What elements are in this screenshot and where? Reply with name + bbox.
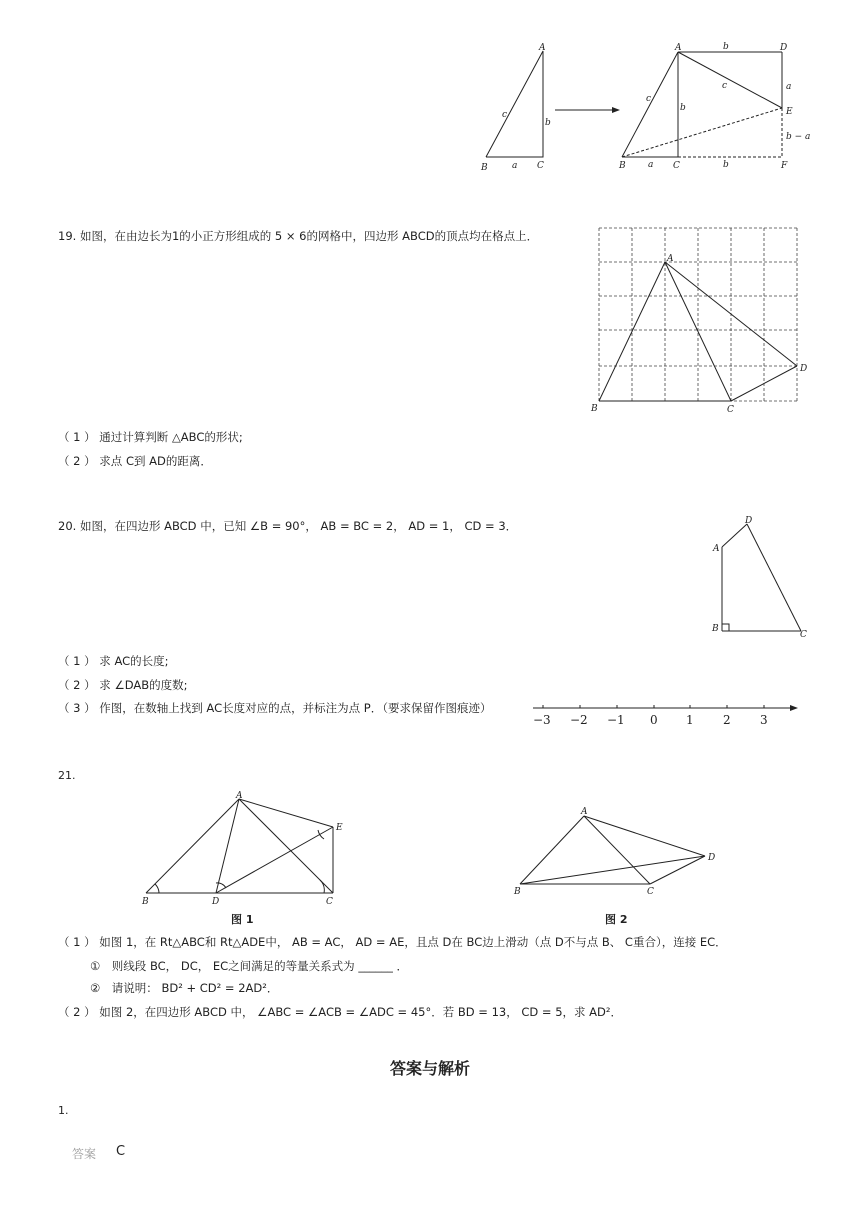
label-C: C bbox=[647, 887, 654, 897]
label-b: b bbox=[545, 118, 551, 128]
q19-part1: （ 1 ） 通过计算判断 △ABC的形状; bbox=[58, 430, 243, 444]
label-c: c bbox=[722, 81, 728, 91]
q21-part2: （ 2 ） 如图 2，在四边形 ABCD 中， ∠ABC = ∠ACB = ∠ADC = 45°．若 BD = 13， CD = 5，求 AD²． bbox=[58, 1005, 623, 1019]
q20-part2: （ 2 ） 求 ∠DAB的度数; bbox=[58, 678, 188, 692]
label-B: B bbox=[514, 887, 521, 897]
label-F: F bbox=[781, 161, 788, 171]
q20-part3: （ 3 ） 作图，在数轴上找到 AC长度对应的点，并标注为点 P．（要求保留作图痕迹） bbox=[58, 701, 492, 715]
label-A: A bbox=[675, 43, 682, 53]
tick-label: 2 bbox=[723, 713, 731, 727]
label-b: b bbox=[723, 42, 729, 52]
fig1-caption: 图 1 bbox=[231, 913, 254, 926]
q21-sub2: ② 请说明： BD² + CD² = 2AD²． bbox=[90, 981, 279, 995]
label-B: B bbox=[712, 624, 719, 634]
label-b: b bbox=[723, 160, 729, 170]
q21-part1: （ 1 ） 如图 1，在 Rt△ABC和 Rt△ADE中， AB = AC， AD = AE，且点 D在 BC边上滑动（点 D不与点 B、 C重合），连接 EC． bbox=[58, 935, 727, 949]
q19-part2: （ 2 ） 求点 C到 AD的距离． bbox=[58, 454, 212, 468]
label-a: a bbox=[512, 161, 518, 171]
fig2-caption: 图 2 bbox=[605, 913, 628, 926]
label-B: B bbox=[591, 404, 598, 414]
label-C: C bbox=[727, 405, 734, 415]
label-E: E bbox=[786, 107, 793, 117]
label-C: C bbox=[326, 897, 333, 907]
tick-label: −2 bbox=[570, 713, 588, 727]
tick-label: −1 bbox=[607, 713, 625, 727]
label-B: B bbox=[619, 161, 626, 171]
label-D: D bbox=[708, 853, 716, 863]
label-B: B bbox=[142, 897, 149, 907]
answer-item-number: 1. bbox=[58, 1104, 69, 1117]
label-B: B bbox=[481, 163, 488, 173]
tick-label: 1 bbox=[686, 713, 694, 727]
label-C: C bbox=[673, 161, 680, 171]
label-a: a bbox=[648, 160, 654, 170]
label-c: c bbox=[646, 94, 652, 104]
label-D: D bbox=[780, 43, 788, 53]
q20-stem: 20. 如图，在四边形 ABCD 中，已知 ∠B = 90°， AB = BC = 2， AD = 1， CD = 3． bbox=[58, 519, 518, 533]
label-A: A bbox=[713, 544, 720, 554]
label-A: A bbox=[581, 807, 588, 817]
q21-sub1: ① 则线段 BC， DC， EC之间满足的等量关系式为 ______ ． bbox=[90, 959, 408, 973]
label-D: D bbox=[745, 516, 753, 526]
label-b-minus-a: b − a bbox=[786, 132, 811, 142]
q20-part1: （ 1 ） 求 AC的长度; bbox=[58, 654, 169, 668]
label-A: A bbox=[539, 43, 546, 53]
label-C: C bbox=[800, 630, 807, 640]
answer-label: 答案 bbox=[72, 1147, 97, 1161]
label-A: A bbox=[236, 791, 243, 801]
label-E: E bbox=[336, 823, 343, 833]
tick-label: −3 bbox=[533, 713, 551, 727]
answer-value: C bbox=[116, 1144, 126, 1159]
answers-heading: 答案与解析 bbox=[390, 1059, 471, 1078]
label-A: A bbox=[667, 254, 674, 264]
q21-number: 21. bbox=[58, 769, 76, 782]
label-D: D bbox=[800, 364, 808, 374]
label-b: b bbox=[680, 103, 686, 113]
tick-label: 0 bbox=[650, 713, 658, 727]
q19-stem: 19. 如图，在由边长为1的小正方形组成的 5 × 6的网格中，四边形 ABCD的顶点均在格点上． bbox=[58, 229, 539, 243]
label-D: D bbox=[212, 897, 220, 907]
label-C: C bbox=[537, 161, 544, 171]
label-a: a bbox=[786, 82, 792, 92]
label-c: c bbox=[502, 110, 508, 120]
tick-label: 3 bbox=[760, 713, 768, 727]
